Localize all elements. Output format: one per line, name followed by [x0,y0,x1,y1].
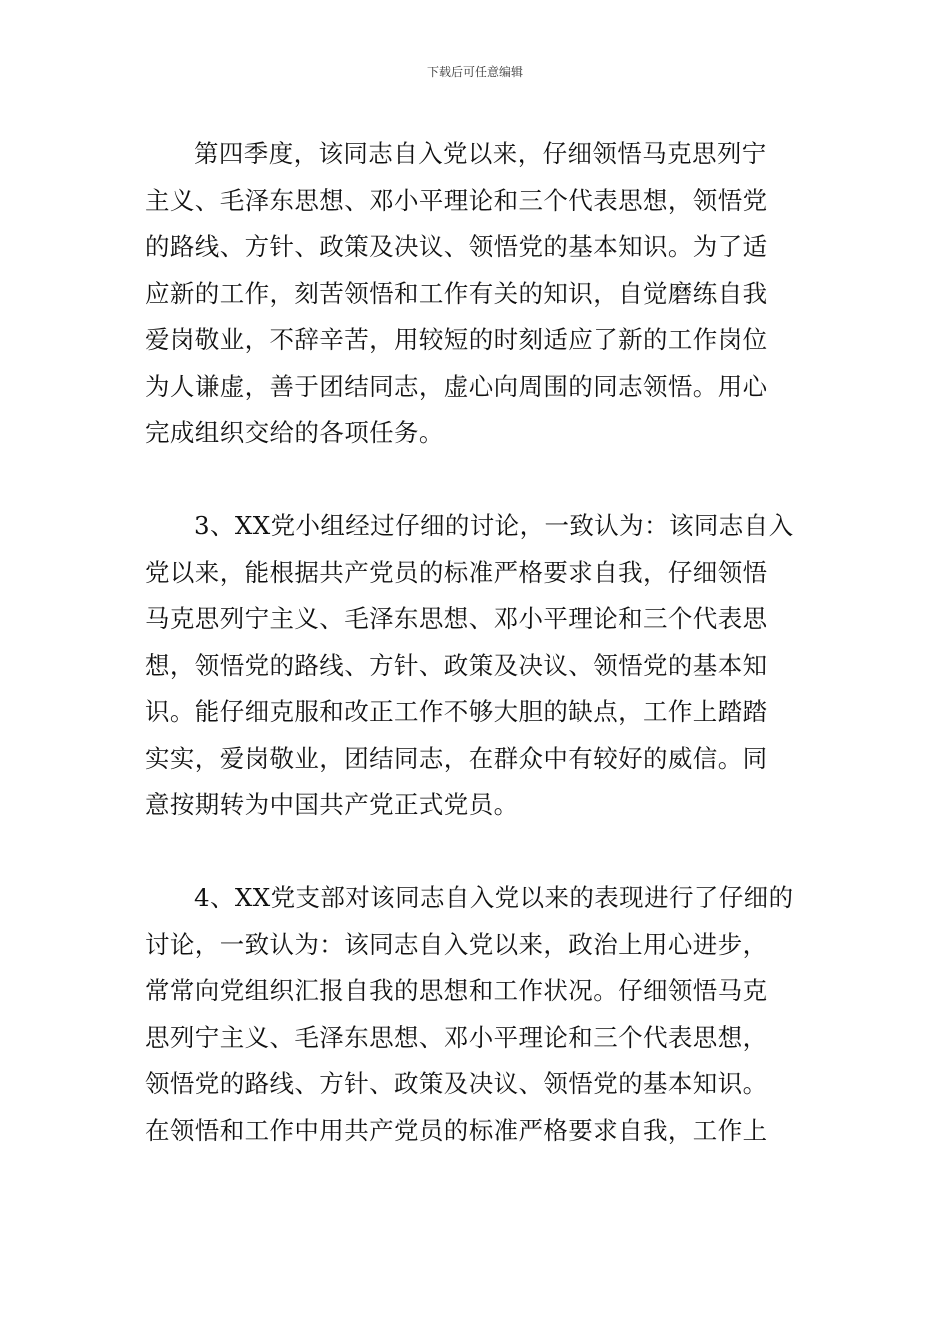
paragraph-line: 实实，爱岗敬业，团结同志，在群众中有较好的威信。同 [145,743,768,773]
paragraph-line: 领悟党的路线、方针、政策及决议、领悟党的基本知识。 [145,1069,768,1098]
paragraph-spacer [145,457,811,504]
paragraph-line: 应新的工作，刻苦领悟和工作有关的知识，自觉磨练自我 [145,278,768,308]
paragraph-line: 马克思列宁主义、毛泽东思想、邓小平理论和三个代表思 [145,604,768,633]
paragraph-line: 完成组织交给的各项任务。 [145,418,444,447]
paragraph-line: 党以来，能根据共产党员的标准严格要求自我，仔细领悟 [145,557,768,587]
paragraph-3 [145,875,811,1154]
paragraph-line: 的路线、方针、政策及决议、领悟党的基本知识。为了适 [145,232,768,261]
paragraph-line: 识。能仔细克服和改正工作不够大胆的缺点，工作上踏踏 [145,697,768,726]
paragraph-line: 思列宁主义、毛泽东思想、邓小平理论和三个代表思想， [145,1022,768,1052]
paragraph-line: 第四季度，该同志自入党以来，仔细领悟马克思列宁 [194,139,767,168]
paragraph-line: 爱岗敬业，不辞辛苦，用较短的时刻适应了新的工作岗位 [145,325,768,354]
page-header: 下载后可任意编辑 [426,65,523,79]
paragraph-spacer [145,829,811,876]
paragraph-line: 主义、毛泽东思想、邓小平理论和三个代表思想，领悟党 [145,185,768,215]
paragraph-line: 为人谦虚，善于团结同志，虚心向周围的同志领悟。用心 [145,371,768,401]
paragraph-line: 4、XX党支部对该同志自入党以来的表现进行了仔细的 [194,883,794,912]
document-body [145,131,811,1154]
paragraph-1 [145,131,811,457]
paragraph-line: 在领悟和工作中用共产党员的标准严格要求自我，工作上 [145,1115,768,1145]
paragraph-line: 意按期转为中国共产党正式党员。 [145,790,519,819]
paragraph-line: 讨论，一致认为：该同志自入党以来，政治上用心进步， [145,929,768,959]
paragraph-2 [145,503,811,829]
paragraph-line: 常常向党组织汇报自我的思想和工作状况。仔细领悟马克 [145,976,768,1005]
paragraph-line: 3、XX党小组经过仔细的讨论，一致认为：该同志自入 [194,511,794,540]
paragraph-line: 想，领悟党的路线、方针、政策及决议、领悟党的基本知 [145,650,768,680]
